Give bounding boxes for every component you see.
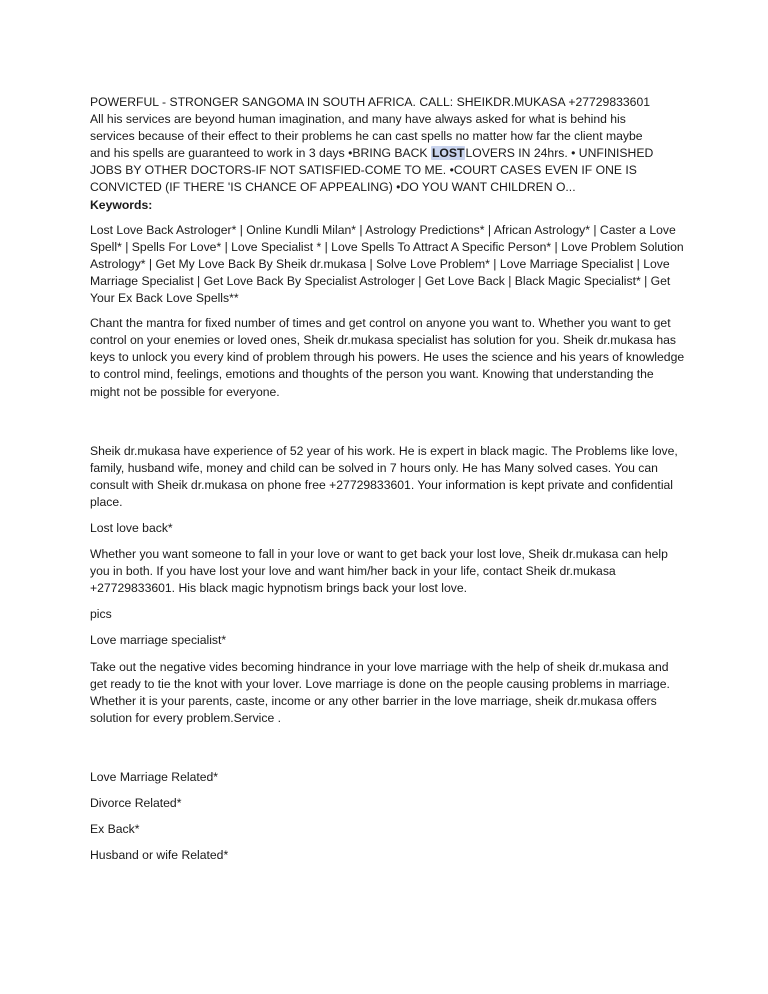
intro-line [90, 145, 686, 162]
section-heading-lost-love: Lost love back* [90, 520, 173, 535]
intro-text: and his spells are guaranteed to work in 3 days •BRING BACK [90, 146, 431, 161]
intro-line: CONVICTED (IF THERE 'IS CHANCE OF APPEALING) •DO YOU WANT CHILDREN O... [90, 180, 576, 195]
intro-line: services because of their effect to their problems he can cast spells no matter how far the client maybe [90, 129, 643, 144]
intro-block [90, 94, 686, 214]
keywords-heading: Keywords: [90, 197, 153, 212]
intro-title-line: POWERFUL - STRONGER SANGOMA IN SOUTH AFRICA. CALL: SHEIKDR.MUKASA +27729833601 [90, 95, 650, 109]
keywords-list: Lost Love Back Astrologer* | Online Kundli Milan* | Astrology Predictions* | African Astrology* | Caster a Love Spell* | Spells For Love* | Love Specialist * | Love Spells To Attract A Specific Person* | Love Problem Solution Astrology* | Get My Love Back By Sheik dr.mukasa | Solve Love Problem* | Love Marriage Specialist | Love Marriage Specialist | Get Love Back By Specialist Astrologer | Get Love Back | Black Magic Specialist* | Get Your Ex Back Love Spells** [90, 222, 684, 306]
service-item: Ex Back* [90, 822, 140, 837]
paragraph-chant: Chant the mantra for fixed number of times and get control on anyone you want to. Whether you want to get control on your enemies or loved ones, Sheik dr.mukasa specialist has solution for you. Sheik dr.mukasa has keys to unlock you every kind of problem through his powers. He uses the science and his years of knowledge to control mind, feelings, emotions and thoughts of the person you want. Knowing that understanding the might not be possible for everyone. [90, 316, 685, 399]
paragraph-lost-love: Whether you want someone to fall in your love or want to get back your lost love, Sheik dr.mukasa can help you in both. If you have lost your love and want him/her back in your life, contact Sheik dr.mukasa +27729833601. His black magic hypnotism brings back your lost love. [90, 547, 668, 596]
search-highlight: LOST [431, 146, 465, 161]
intro-line: JOBS BY OTHER DOCTORS-IF NOT SATISFIED-COME TO ME. •COURT CASES EVEN IF ONE IS [90, 163, 637, 178]
intro-line: All his services are beyond human imagination, and many have always asked for what is behind his [90, 112, 626, 127]
paragraph-experience: Sheik dr.mukasa have experience of 52 year of his work. He is expert in black magic. The Problems like love, family, husband wife, money and child can be solved in 7 hours only. He has Many solved cases. You can consult with Sheik dr.mukasa on phone free +27729833601. Your information is kept private and confidential place. [90, 443, 678, 509]
paragraph-love-marriage: Take out the negative vides becoming hindrance in your love marriage with the help of sheik dr.mukasa and get ready to tie the knot with your lover. Love marriage is done on the people causing problems in marriage. Whether it is your parents, caste, income or any other barrier in the love marriage, sheik dr.mukasa offers solution for every problem.Service . [90, 659, 670, 725]
service-item: Husband or wife Related* [90, 848, 229, 863]
intro-text: LOVERS IN 24hrs. • UNFINISHED [465, 146, 654, 161]
document-page [90, 94, 686, 864]
service-item: Love Marriage Related* [90, 769, 219, 784]
pics-label: pics [90, 607, 112, 622]
service-item: Divorce Related* [90, 796, 182, 810]
section-heading-love-marriage: Love marriage specialist* [90, 633, 227, 648]
